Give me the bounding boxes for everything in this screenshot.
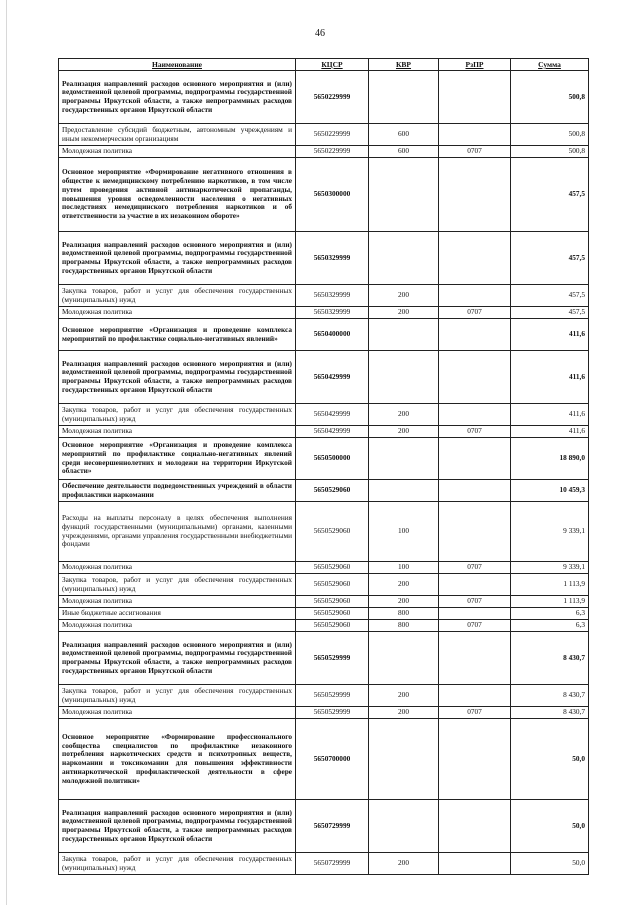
header-kcsr: КЦСР	[296, 59, 369, 71]
table-body	[59, 71, 589, 875]
cell-sum: 500,8	[511, 146, 589, 158]
table-row	[59, 307, 589, 319]
header-name: Наименование	[59, 59, 296, 71]
cell-kvr: 200	[369, 404, 439, 426]
cell-sum: 6,3	[511, 620, 589, 632]
header-kvr: КВР	[369, 59, 439, 71]
cell-name: Обеспечение деятельности подведомственных учреждений в области профилактики наркомании	[59, 480, 296, 502]
cell-name: Молодежная политика	[59, 562, 296, 574]
cell-sum: 9 339,1	[511, 502, 589, 562]
scan-edge-line	[6, 0, 7, 905]
table-row	[59, 707, 589, 719]
cell-kvr: 100	[369, 502, 439, 562]
cell-kvr: 200	[369, 707, 439, 719]
cell-kvr: 600	[369, 146, 439, 158]
cell-kcsr: 5650329999	[296, 232, 369, 285]
cell-sum: 10 459,3	[511, 480, 589, 502]
cell-rzpr	[439, 404, 511, 426]
table-row	[59, 158, 589, 232]
cell-name: Закупка товаров, работ и услуг для обеспечения государственных (муниципальных) нужд	[59, 404, 296, 426]
cell-kvr: 200	[369, 596, 439, 608]
table-row	[59, 596, 589, 608]
cell-name: Основное мероприятие «Организация и проведение комплекса мероприятий по профилактике социально-негативных явлений среди несовершеннолетних и молодежи на территории Иркутской области»	[59, 438, 296, 480]
cell-kcsr: 5650500000	[296, 438, 369, 480]
cell-rzpr	[439, 285, 511, 307]
cell-name: Закупка товаров, работ и услуг для обеспечения государственных (муниципальных) нужд	[59, 685, 296, 707]
table-row	[59, 319, 589, 351]
cell-name: Молодежная политика	[59, 596, 296, 608]
cell-name: Реализация направлений расходов основного мероприятия и (или) ведомственной целевой программы, подпрограммы государственной программы Иркутской области, а также непрограммных расходов государственных органов Иркутской области	[59, 71, 296, 124]
table-row	[59, 438, 589, 480]
cell-sum: 500,8	[511, 124, 589, 146]
cell-kvr: 200	[369, 685, 439, 707]
table-row	[59, 124, 589, 146]
table-row	[59, 562, 589, 574]
cell-kcsr: 5650529999	[296, 632, 369, 685]
cell-kcsr: 5650229999	[296, 146, 369, 158]
cell-sum: 8 430,7	[511, 632, 589, 685]
table-row	[59, 404, 589, 426]
cell-name: Реализация направлений расходов основного мероприятия и (или) ведомственной целевой программы, подпрограммы государственной программы Иркутской области, а также непрограммных расходов государственных органов Иркутской области	[59, 351, 296, 404]
table-row	[59, 685, 589, 707]
cell-sum: 50,0	[511, 719, 589, 800]
cell-sum: 9 339,1	[511, 562, 589, 574]
cell-kcsr: 5650700000	[296, 719, 369, 800]
table-row	[59, 285, 589, 307]
table-row	[59, 608, 589, 620]
cell-kvr	[369, 719, 439, 800]
cell-name: Закупка товаров, работ и услуг для обеспечения государственных (муниципальных) нужд	[59, 285, 296, 307]
cell-kvr	[369, 438, 439, 480]
header-sum: Сумма	[511, 59, 589, 71]
cell-kcsr: 5650529060	[296, 480, 369, 502]
cell-rzpr	[439, 574, 511, 596]
cell-kcsr: 5650400000	[296, 319, 369, 351]
cell-rzpr	[439, 71, 511, 124]
cell-name: Расходы на выплаты персоналу в целях обеспечения выполнения функций государственными (муниципальными) органами, казенными учреждениями, органами управления государственными внебюджетными фондами	[59, 502, 296, 562]
cell-rzpr	[439, 158, 511, 232]
cell-sum: 457,5	[511, 158, 589, 232]
table-row	[59, 146, 589, 158]
cell-name: Реализация направлений расходов основного мероприятия и (или) ведомственной целевой программы, подпрограммы государственной программы Иркутской области, а также непрограммных расходов государственных органов Иркутской области	[59, 800, 296, 853]
table-row	[59, 719, 589, 800]
table-row	[59, 71, 589, 124]
cell-sum: 411,6	[511, 426, 589, 438]
cell-rzpr	[439, 319, 511, 351]
budget-table	[58, 58, 589, 875]
cell-kcsr: 5650729999	[296, 800, 369, 853]
cell-rzpr	[439, 502, 511, 562]
cell-kcsr: 5650529060	[296, 608, 369, 620]
table-row	[59, 351, 589, 404]
cell-kcsr: 5650529999	[296, 707, 369, 719]
cell-kvr: 200	[369, 285, 439, 307]
cell-kcsr: 5650529060	[296, 574, 369, 596]
cell-rzpr: 0707	[439, 426, 511, 438]
cell-rzpr	[439, 632, 511, 685]
cell-kvr: 600	[369, 124, 439, 146]
cell-rzpr	[439, 608, 511, 620]
cell-rzpr	[439, 800, 511, 853]
table-row	[59, 232, 589, 285]
page-number: 46	[315, 28, 325, 39]
cell-kcsr: 5650529060	[296, 620, 369, 632]
cell-rzpr: 0707	[439, 707, 511, 719]
cell-sum: 8 430,7	[511, 685, 589, 707]
table-row	[59, 480, 589, 502]
cell-kvr	[369, 71, 439, 124]
cell-sum: 8 430,7	[511, 707, 589, 719]
cell-name: Молодежная политика	[59, 707, 296, 719]
cell-name: Основное мероприятие «Формирование профессионального сообщества специалистов по профилактике незаконного потребления наркотических средств и психотропных веществ, наркомании и токсикомании для повышения эффективности антинаркотической профилактической деятельности в сфере молодежной политики»	[59, 719, 296, 800]
cell-kcsr: 5650229999	[296, 71, 369, 124]
cell-sum: 457,5	[511, 285, 589, 307]
header-rzpr: РзПР	[439, 59, 511, 71]
cell-name: Иные бюджетные ассигнования	[59, 608, 296, 620]
cell-name: Основное мероприятие «Формирование негативного отношения в обществе к немедицинскому потреблению наркотиков, в том числе путем проведения активной антинаркотической пропаганды, повышения уровня осведомленности населения о негативных последствиях немедицинского потребления наркотиков и об ответственности за участие в их незаконном обороте»	[59, 158, 296, 232]
cell-kvr: 800	[369, 608, 439, 620]
cell-sum: 500,8	[511, 71, 589, 124]
cell-kcsr: 5650429999	[296, 351, 369, 404]
cell-kcsr: 5650429999	[296, 426, 369, 438]
cell-sum: 411,6	[511, 404, 589, 426]
table-row	[59, 620, 589, 632]
cell-name: Молодежная политика	[59, 620, 296, 632]
cell-name: Закупка товаров, работ и услуг для обеспечения государственных (муниципальных) нужд	[59, 574, 296, 596]
cell-sum: 411,6	[511, 319, 589, 351]
cell-rzpr	[439, 853, 511, 875]
cell-kcsr: 5650529060	[296, 562, 369, 574]
cell-name: Молодежная политика	[59, 146, 296, 158]
table-header-row	[59, 59, 589, 71]
cell-sum: 18 890,0	[511, 438, 589, 480]
cell-sum: 1 113,9	[511, 574, 589, 596]
cell-kcsr: 5650529999	[296, 685, 369, 707]
cell-kvr: 800	[369, 620, 439, 632]
cell-kvr	[369, 319, 439, 351]
cell-kvr	[369, 232, 439, 285]
cell-kvr: 200	[369, 426, 439, 438]
cell-rzpr	[439, 124, 511, 146]
cell-name: Предоставление субсидий бюджетным, автономным учреждениям и иным некоммерческим организациям	[59, 124, 296, 146]
table-row	[59, 853, 589, 875]
cell-name: Молодежная политика	[59, 426, 296, 438]
cell-name: Молодежная политика	[59, 307, 296, 319]
table-row	[59, 426, 589, 438]
cell-rzpr	[439, 438, 511, 480]
cell-kcsr: 5650329999	[296, 307, 369, 319]
cell-kcsr: 5650429999	[296, 404, 369, 426]
cell-rzpr	[439, 685, 511, 707]
cell-rzpr	[439, 351, 511, 404]
cell-sum: 6,3	[511, 608, 589, 620]
cell-kvr: 100	[369, 562, 439, 574]
cell-kvr: 200	[369, 853, 439, 875]
cell-rzpr	[439, 232, 511, 285]
table-row	[59, 800, 589, 853]
cell-kvr	[369, 351, 439, 404]
cell-sum: 50,0	[511, 853, 589, 875]
cell-name: Реализация направлений расходов основного мероприятия и (или) ведомственной целевой программы, подпрограммы государственной программы Иркутской области, а также непрограммных расходов государственных органов Иркутской области	[59, 232, 296, 285]
cell-kvr	[369, 632, 439, 685]
cell-kcsr: 5650300000	[296, 158, 369, 232]
cell-kcsr: 5650329999	[296, 285, 369, 307]
cell-name: Основное мероприятие «Организация и проведение комплекса мероприятий по профилактике социально-негативных явлений»	[59, 319, 296, 351]
cell-rzpr: 0707	[439, 562, 511, 574]
table-row	[59, 574, 589, 596]
cell-rzpr: 0707	[439, 620, 511, 632]
cell-kcsr: 5650229999	[296, 124, 369, 146]
cell-kvr	[369, 158, 439, 232]
cell-kcsr: 5650529060	[296, 502, 369, 562]
cell-sum: 411,6	[511, 351, 589, 404]
cell-rzpr	[439, 480, 511, 502]
cell-sum: 50,0	[511, 800, 589, 853]
cell-kvr: 200	[369, 307, 439, 319]
cell-kvr	[369, 480, 439, 502]
cell-sum: 457,5	[511, 232, 589, 285]
cell-kcsr: 5650729999	[296, 853, 369, 875]
cell-kvr: 200	[369, 574, 439, 596]
cell-sum: 1 113,9	[511, 596, 589, 608]
cell-name: Закупка товаров, работ и услуг для обеспечения государственных (муниципальных) нужд	[59, 853, 296, 875]
cell-kvr	[369, 800, 439, 853]
cell-rzpr: 0707	[439, 307, 511, 319]
cell-rzpr	[439, 719, 511, 800]
cell-rzpr: 0707	[439, 596, 511, 608]
cell-kcsr: 5650529060	[296, 596, 369, 608]
table-row	[59, 632, 589, 685]
table-row	[59, 502, 589, 562]
cell-sum: 457,5	[511, 307, 589, 319]
cell-name: Реализация направлений расходов основного мероприятия и (или) ведомственной целевой программы, подпрограммы государственной программы Иркутской области, а также непрограммных расходов государственных органов Иркутской области	[59, 632, 296, 685]
cell-rzpr: 0707	[439, 146, 511, 158]
